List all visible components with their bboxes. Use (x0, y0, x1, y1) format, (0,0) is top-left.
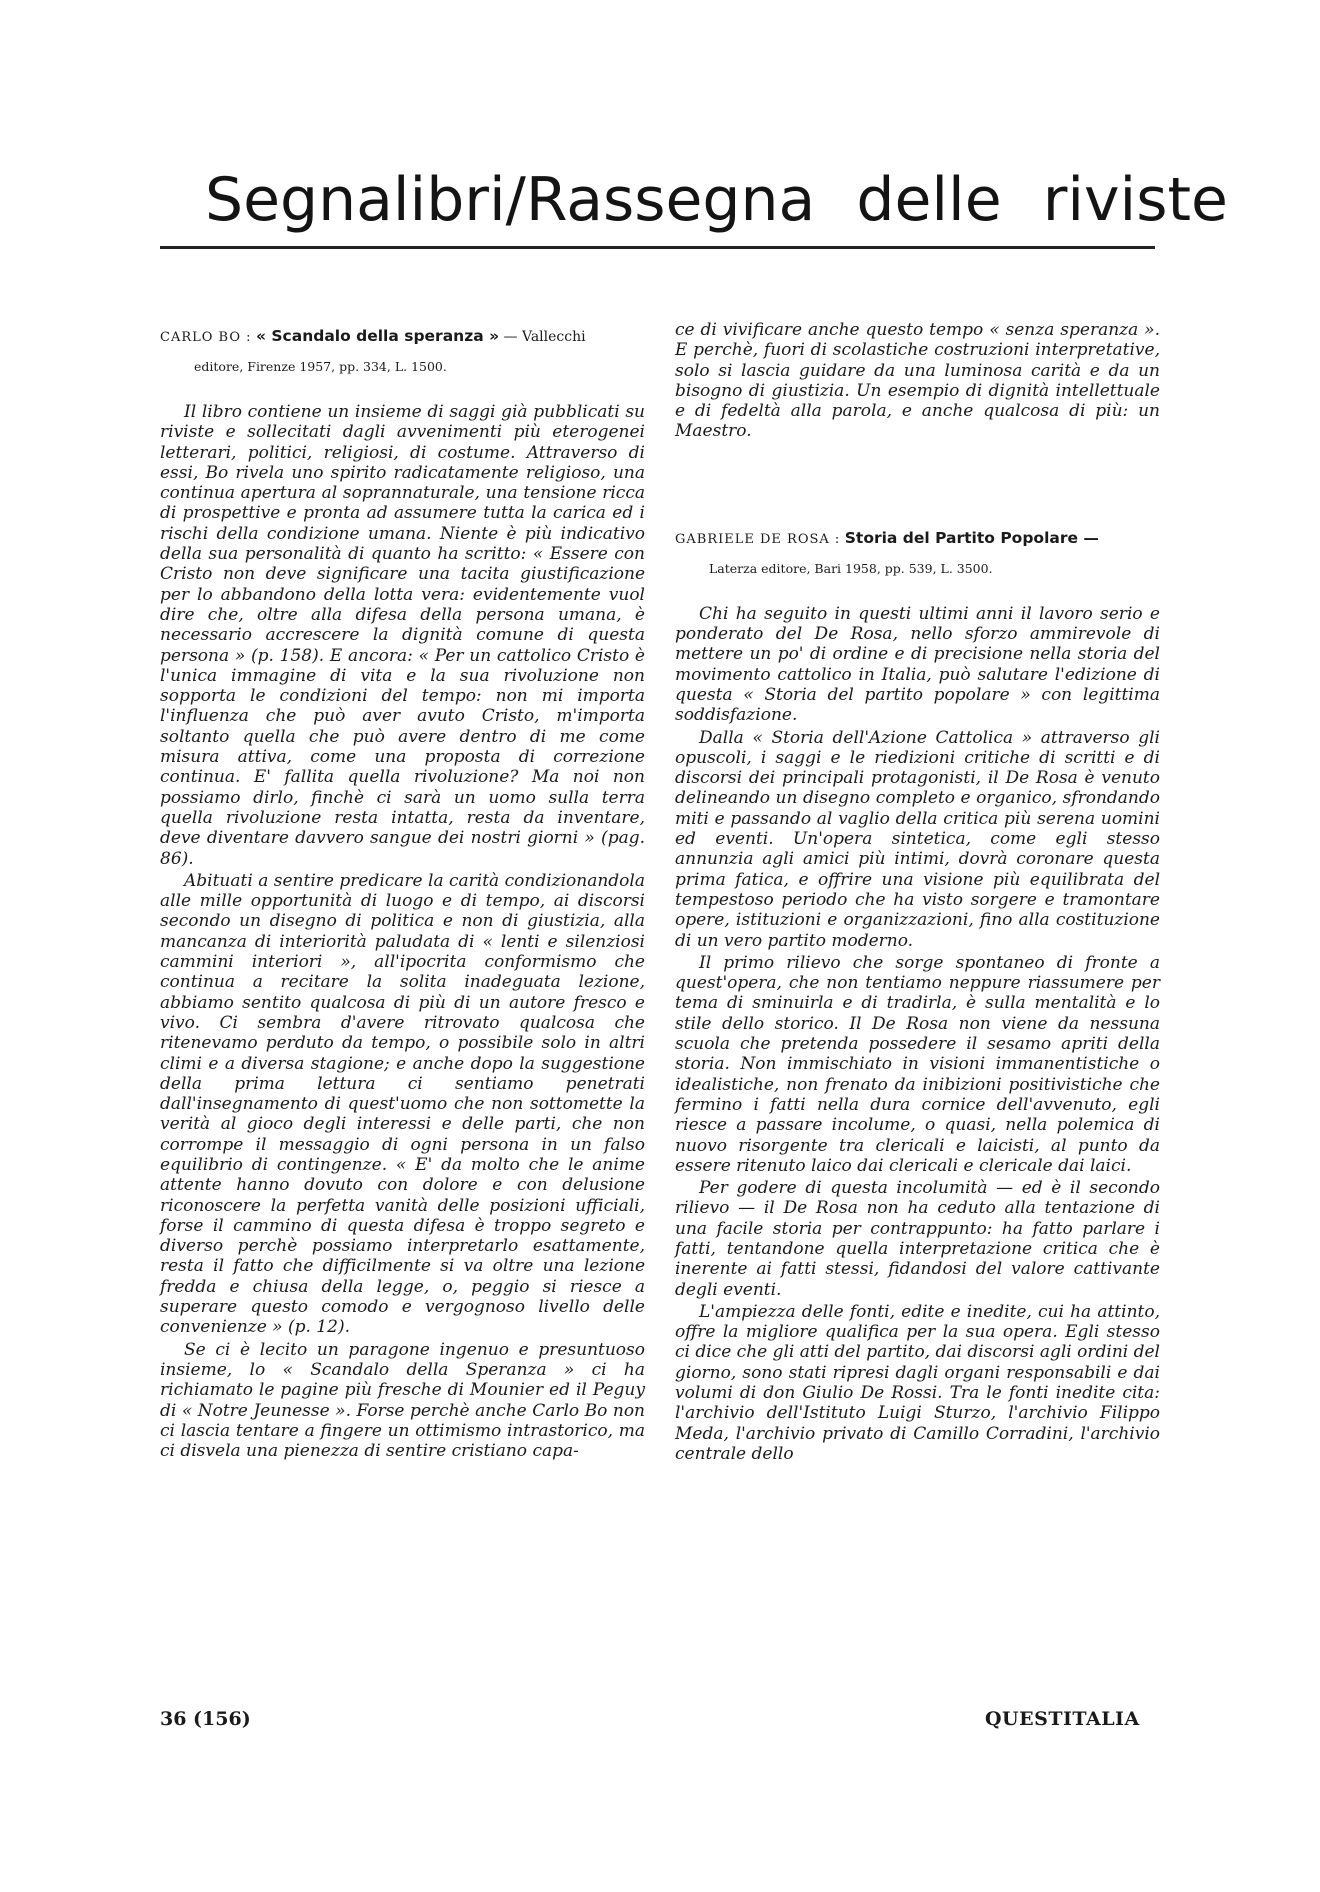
review-heading-de-rosa (675, 522, 1160, 582)
body-paragraph: Chi ha seguito in questi ultimi anni il lavoro serio e ponderato del De Rosa, nello sforzo ammirevole di mettere un po' di ordine e di precisione nella storia del movimento cattolico in Italia, può salutare l'edizione di questa « Storia del partito popolare » con legittima soddisfazione. (675, 603, 1160, 726)
body-paragraph: Abituati a sentire predicare la carità condizionandola alle mille opportunità di luogo e di tempo, ai discorsi secondo un disegno di politica e non di giustizia, alla mancanza di interiorità paludata di « lenti e silenziosi cammini interiori », all'ipocrita conformismo che continua a recitare la solita inadeguata lezione, abbiamo sentito qualcosa di più di un autore fresco e vivo. Ci sembra d'avere ritrovato qualcosa che ritenevamo perduto da tempo, o possibile solo in altri climi e a diversa stagione; e anche dopo la suggestione della prima lettura ci sentiamo penetrati dall'insegnamento di quest'uomo che non sottomette la verità al gioco degli interessi e delle parti, che non corrompe il messaggio di ogni persona in un falso equilibrio di contingenze. « E' da molto che le anime attente hanno dovuto con dolore e con delusione riconoscere la perfetta vanità delle posizioni ufficiali, forse il cammino di questa difesa è troppo segreto e diverso perchè possiamo interpretarlo esattamente, resta il fatto che difficilmente si va oltre una lezione fredda e chiusa della legge, o, peggio si riesce a superare questo comodo e vergognoso livello delle convenienze » (p. 12). (160, 870, 645, 1338)
right-column (675, 320, 1160, 1466)
body-paragraph: Dalla « Storia dell'Azione Cattolica » attraverso gli opuscoli, i saggi e le riedizioni critiche di scritti e di discorsi dei principali protagonisti, il De Rosa è venuto delineando un disegno completo e organico, sfrondando miti e passando al vaglio della critica più serena uomini ed eventi. Un'opera sintetica, come egli stesso annunzia agli amici più intimi, dovrà coronare questa prima fatica, e offrire una visione più equilibrata del tempestoso periodo che ha visto sorgere e tramontare opere, istituzioni e organizzazioni, fino alla costituzione di un vero partito moderno. (675, 727, 1160, 951)
body-paragraph: Se ci è lecito un paragone ingenuo e presuntuoso insieme, lo « Scandalo della Speranza » ci ha richiamato le pagine più fresche di Mounier ed il Peguy di « Notre Jeunesse ». Forse perchè anche Carlo Bo non ci lascia tentare a fingere un ottimismo intrastorico, ma ci disvela una pienezza di sentire cristiano capa- (160, 1339, 645, 1462)
review-heading-bo (160, 320, 645, 380)
body-paragraph: L'ampiezza delle fonti, edite e inedite, cui ha attinto, offre la migliore qualifica per la sua opera. Egli stesso ci dice che gli atti del partito, dai discorsi agli ordini del giorno, sono stati ripresi dagli organi responsabili e dai volumi di don Giulio De Rossi. Tra le fonti inedite cita: l'archivio dell'Istituto Luigi Sturzo, l'archivio Filippo Meda, l'archivio privato di Camillo Corradini, l'archivio centrale dello (675, 1301, 1160, 1464)
body-paragraph: Per godere di questa incolumità — ed è il secondo rilievo — il De Rosa non ha ceduto alla tentazione di una facile storia per contrappunto: ha fatto parlare i fatti, tentandone quella interpretazione critica che è inerente ai fatti stessi, fidandosi del valore cattivante degli eventi. (675, 1178, 1160, 1300)
review-author: GABRIELE DE ROSA : (675, 531, 841, 547)
continued-paragraph: ce di vivificare anche questo tempo « senza speranza ». E perchè, fuori di scolastiche costruzioni interpretative, solo si lascia guidare da una luminosa carità e da un bisogno di giustizia. Un esempio di dignità intellettuale e di fedeltà alla parola, e anche qualcosa di più: un Maestro. (675, 320, 1160, 442)
left-column (160, 320, 645, 1463)
page-title: Segnalibri/Rassegna delle riviste (205, 165, 1228, 235)
review-publisher-start: — Vallecchi (503, 329, 586, 345)
review-publisher-details: Laterza editore, Bari 1958, pp. 539, L. 3500. (709, 560, 993, 576)
page-number: 36 (156) (160, 1708, 251, 1730)
review-publisher-details: editore, Firenze 1957, pp. 334, L. 1500. (194, 359, 447, 374)
magazine-name: QUESTITALIA (985, 1708, 1140, 1730)
title-rule (160, 246, 1155, 249)
review-book-title: « Scandalo della speranza » (255, 327, 500, 345)
review-author: CARLO BO : (160, 330, 252, 345)
review-book-title: Storia del Partito Popolare — (844, 528, 1099, 547)
body-paragraph: Il primo rilievo che sorge spontaneo di fronte a quest'opera, che non tentiamo neppure riassumere per tema di sminuirla e di tradirla, è sulla mentalità e lo stile dello storico. Il De Rosa non viene da nessuna scuola che pretenda possedere il sesamo apriti della storia. Non immischiato in visioni immanentistiche o idealistiche, non frenato da inibizioni positivistiche che fermino i fatti nella dura cornice dell'avvenuto, egli riesce a passare incolume, o quasi, nella polemica di nuovo risorgente tra clericali e laicisti, al punto da essere ritenuto laico dai clericali e clericale dai laici. (675, 952, 1160, 1176)
body-paragraph: Il libro contiene un insieme di saggi già pubblicati su riviste e sollecitati dagli avvenimenti più eterogenei letterari, politici, religiosi, di costume. Attraverso di essi, Bo rivela uno spirito radicatamente religioso, una continua apertura al soprannaturale, una tensione ricca di prospettive e pronta ad assumere tutta la carica ed i rischi della condizione umana. Niente è più indicativo della sua personalità di quanto ha scritto: « Essere con Cristo non deve significare una tacita giustificazione per lo abbandono della lotta vera: evidentemente vuol dire che, oltre alla difesa della persona umana, è necessario accrescere la dignità comune di questa persona » (p. 158). E ancora: « Per un cattolico Cristo è l'unica immagine di vita e la sua rivoluzione non sopporta le condizioni del tempo: non mi importa l'influenza che può aver avuto Cristo, m'importa soltanto quella che può avere dentro di me come misura attiva, come una proposta di correzione continua. E' fallita quella rivoluzione? Ma noi non possiamo dirlo, finchè ci sarà un uomo sulla terra quella rivoluzione resta intatta, resta da inventare, deve diventare davvero sangue dei nostri giorni » (pag. 86). (160, 402, 645, 869)
